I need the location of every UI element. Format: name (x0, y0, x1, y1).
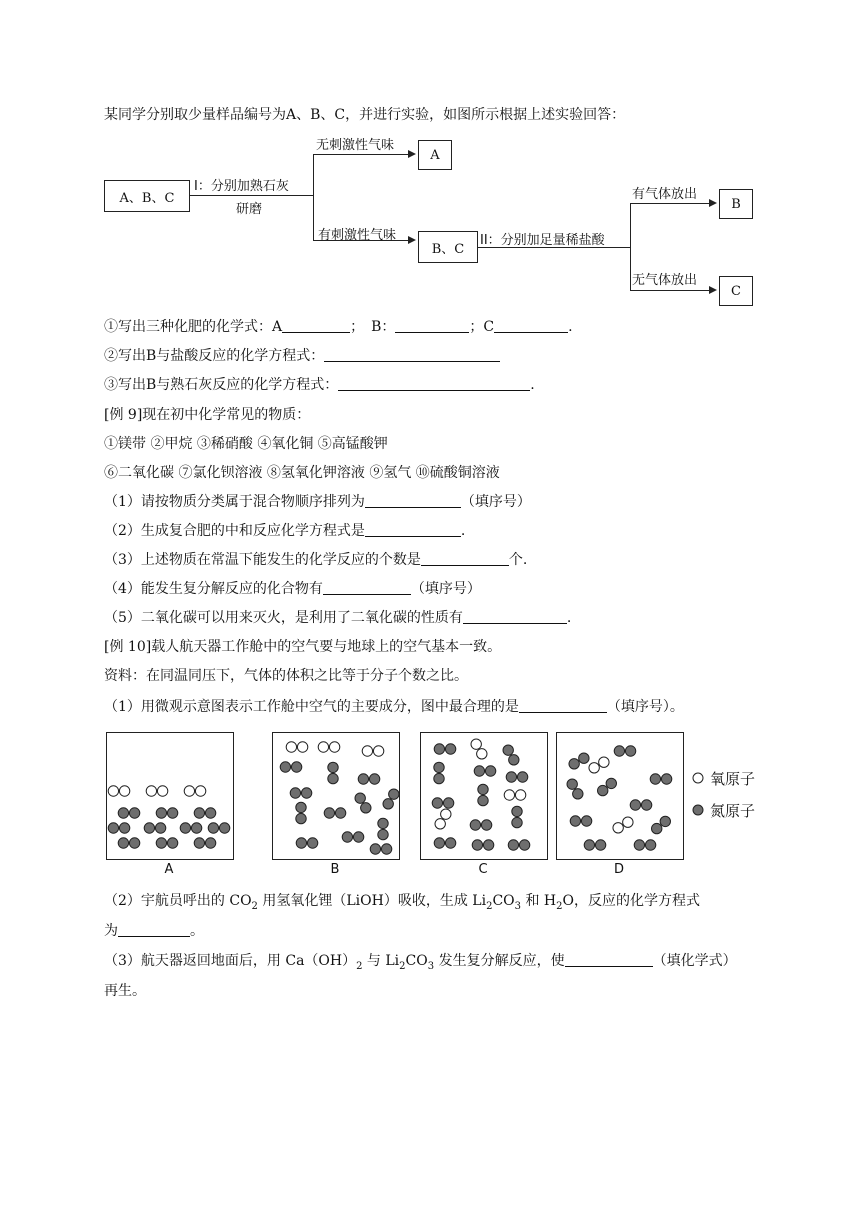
nitrogen-atom (519, 840, 529, 850)
ex10-q2-line2: 为 。 (104, 923, 204, 939)
nitrogen-atom (280, 762, 290, 772)
nitrogen-atom (445, 744, 455, 754)
nitrogen-atom (369, 774, 379, 784)
nitrogen-atom (358, 774, 368, 784)
intro-text: 某同学分别取少量样品编号为A、B、C，并进行实验，如图所示根据上述实验回答： (104, 107, 626, 123)
nitrogen-atom (370, 844, 380, 854)
oxygen-atom (623, 817, 633, 827)
nitrogen-atom (378, 829, 388, 839)
oxygen-atom (599, 757, 609, 767)
oxygen-atom (435, 819, 445, 829)
oxygen-atom (477, 749, 487, 759)
nitrogen-atom (443, 798, 453, 808)
legend-nitrogen-label: 氮原子 (710, 802, 756, 820)
nitrogen-atom (205, 808, 215, 818)
nitrogen-atom (579, 753, 589, 763)
nitrogen-atom (508, 840, 518, 850)
ex10-info: 资料：在同温同压下，气体的体积之比等于分子个数之比。 (104, 668, 468, 684)
oxygen-atom (329, 742, 339, 752)
nitrogen-atom (645, 840, 655, 850)
nitrogen-atom (595, 840, 605, 850)
nitrogen-atom (167, 808, 177, 818)
nitrogen-atom (296, 813, 306, 823)
nitrogen-atom (650, 774, 660, 784)
step1-label: I：分别加熟石灰 (194, 179, 289, 194)
ex9-q4: （4）能发生复分解反应的化合物有 （填序号） (104, 581, 481, 597)
ex10-title: [例 10]载人航天器工作舱中的空气要与地球上的空气基本一致。 (104, 639, 502, 655)
nitrogen-atom (353, 832, 363, 842)
nitrogen-atom (606, 778, 616, 788)
nitrogen-atom (641, 800, 651, 810)
oxygen-atom (108, 786, 118, 796)
nitrogen-atom (567, 779, 577, 789)
nitrogen-legend-icon (692, 804, 704, 816)
nitrogen-atom (205, 838, 215, 848)
nitrogen-atom (361, 803, 371, 813)
nitrogen-atom (167, 838, 177, 848)
panel-b-label: B (330, 862, 340, 877)
start-box: A、B、C (104, 180, 190, 212)
nitrogen-atom (478, 784, 488, 794)
nitrogen-atom (296, 838, 306, 848)
nitrogen-atom (191, 823, 201, 833)
oxygen-atom (146, 786, 156, 796)
oxygen-atom (318, 742, 328, 752)
nitrogen-atom (301, 788, 311, 798)
nitrogen-atom (661, 774, 671, 784)
box-c: C (719, 276, 753, 306)
nitrogen-atom (194, 808, 204, 818)
ex10-q2-line1: （2）宇航员呼出的 $CO_2$ 用氢氧化锂（LiOH）吸收，生成 $Li_2CO_3$ 和 $H_2O$，反应的化学方程式 (104, 893, 700, 912)
nitrogen-atom (144, 823, 154, 833)
nitrogen-atom (474, 766, 484, 776)
oxygen-atom (297, 742, 307, 752)
nitrogen-atom (472, 840, 482, 850)
oxygen-legend-icon (692, 772, 704, 784)
box-a: A (418, 140, 452, 170)
branch-no-gas: 无气体放出 (632, 273, 698, 288)
nitrogen-atom (118, 838, 128, 848)
panel-c-label: C (478, 862, 488, 877)
oxygen-atom (119, 786, 129, 796)
nitrogen-atom (512, 806, 522, 816)
ex10-q3-line1: （3）航天器返回地面后，用 $Ca(OH)_2$ 与 $Li_2CO_3$ 发生复分解反应，使 （填化学式） (104, 953, 737, 972)
nitrogen-atom (570, 816, 580, 826)
step2-label: II：分别加足量稀盐酸 (480, 233, 605, 248)
nitrogen-atom (129, 838, 139, 848)
panel-a (106, 732, 234, 860)
nitrogen-atom (328, 773, 338, 783)
nitrogen-atom (481, 820, 491, 830)
nitrogen-atom (584, 840, 594, 850)
branch-gas: 有气体放出 (632, 187, 698, 202)
nitrogen-atom (434, 838, 444, 848)
nitrogen-atom (291, 762, 301, 772)
nitrogen-atom (389, 789, 399, 799)
ex9-q3: （3）上述物质在常温下能发生的化学反应的个数是 个. (104, 552, 528, 568)
panel-b (272, 732, 400, 860)
nitrogen-atom (155, 823, 165, 833)
oxygen-atom (504, 790, 514, 800)
ex9-title: [例 9]现在初中化学常见的物质： (104, 407, 311, 423)
nitrogen-atom (634, 840, 644, 850)
nitrogen-atom (119, 823, 129, 833)
panel-c (420, 732, 548, 860)
nitrogen-atom (129, 808, 139, 818)
nitrogen-atom (307, 838, 317, 848)
nitrogen-atom (445, 838, 455, 848)
nitrogen-atom (335, 808, 345, 818)
nitrogen-atom (485, 766, 495, 776)
oxygen-atom (373, 746, 383, 756)
nitrogen-atom (219, 823, 229, 833)
oxygen-atom (286, 742, 296, 752)
nitrogen-atom (118, 808, 128, 818)
panel-d-label: D (613, 862, 624, 877)
nitrogen-atom (324, 808, 334, 818)
nitrogen-atom (470, 820, 480, 830)
question-2: ②写出B与盐酸反应的化学方程式： (104, 345, 500, 365)
oxygen-atom (589, 763, 599, 773)
oxygen-atom (515, 790, 525, 800)
question-3: ③写出B与熟石灰反应的化学方程式： . (104, 377, 535, 393)
nitrogen-atom (509, 755, 519, 765)
nitrogen-atom (569, 759, 579, 769)
step1-sub: 研磨 (236, 202, 263, 217)
nitrogen-atom (180, 823, 190, 833)
oxygen-atom (195, 786, 205, 796)
panel-d (556, 732, 684, 860)
nitrogen-atom (614, 746, 624, 756)
nitrogen-atom (296, 802, 306, 812)
oxygen-atom (184, 786, 194, 796)
nitrogen-atom (378, 818, 388, 828)
oxygen-atom (362, 746, 372, 756)
oxygen-atom (157, 786, 167, 796)
nitrogen-atom (434, 762, 444, 772)
branch-no-smell: 无刺激性气味 (316, 138, 395, 153)
nitrogen-atom (478, 795, 488, 805)
nitrogen-atom (517, 772, 527, 782)
nitrogen-atom (512, 817, 522, 827)
ex9-q1: （1）请按物质分类属于混合物顺序排列为 （填序号） (104, 494, 531, 510)
ex10-q3-line2: 再生。 (104, 983, 146, 999)
nitrogen-atom (625, 746, 635, 756)
nitrogen-atom (328, 762, 338, 772)
nitrogen-atom (381, 844, 391, 854)
box-bc: B、C (418, 231, 478, 263)
nitrogen-atom (573, 789, 583, 799)
nitrogen-atom (434, 773, 444, 783)
nitrogen-atom (355, 793, 365, 803)
nitrogen-atom (503, 745, 513, 755)
nitrogen-atom (432, 798, 442, 808)
nitrogen-atom (208, 823, 218, 833)
nitrogen-atom (194, 838, 204, 848)
oxygen-atom (471, 739, 481, 749)
panel-a-label: A (164, 862, 174, 877)
ex9-q2: （2）生成复合肥的中和反应化学方程式是 . (104, 523, 466, 539)
question-1: ①写出三种化肥的化学式：A ； B： ；C . (104, 319, 573, 335)
nitrogen-atom (660, 816, 670, 826)
nitrogen-atom (383, 799, 393, 809)
branch-smell: 有刺激性气味 (318, 228, 397, 243)
oxygen-atom (613, 823, 623, 833)
nitrogen-atom (630, 800, 640, 810)
nitrogen-atom (598, 785, 608, 795)
ex9-list-1: ①镁带 ②甲烷 ③稀硝酸 ④氧化铜 ⑤高锰酸钾 (104, 436, 388, 452)
nitrogen-atom (483, 840, 493, 850)
nitrogen-atom (156, 838, 166, 848)
nitrogen-atom (434, 744, 444, 754)
legend-oxygen-label: 氧原子 (710, 770, 756, 788)
nitrogen-atom (506, 772, 516, 782)
ex9-list-2: ⑥二氧化碳 ⑦氯化钡溶液 ⑧氢氧化钾溶液 ⑨氢气 ⑩硫酸铜溶液 (104, 465, 500, 481)
nitrogen-atom (652, 823, 662, 833)
nitrogen-atom (342, 832, 352, 842)
nitrogen-atom (156, 808, 166, 818)
oxygen-atom (441, 809, 451, 819)
nitrogen-atom (108, 823, 118, 833)
ex10-q1: （1）用微观示意图表示工作舱中空气的主要成分，图中最合理的是 （填序号）。 (104, 699, 684, 715)
ex9-q5: （5）二氧化碳可以用来灭火，是利用了二氧化碳的性质有 . (104, 610, 572, 626)
nitrogen-atom (290, 788, 300, 798)
box-b: B (719, 189, 753, 219)
nitrogen-atom (581, 816, 591, 826)
